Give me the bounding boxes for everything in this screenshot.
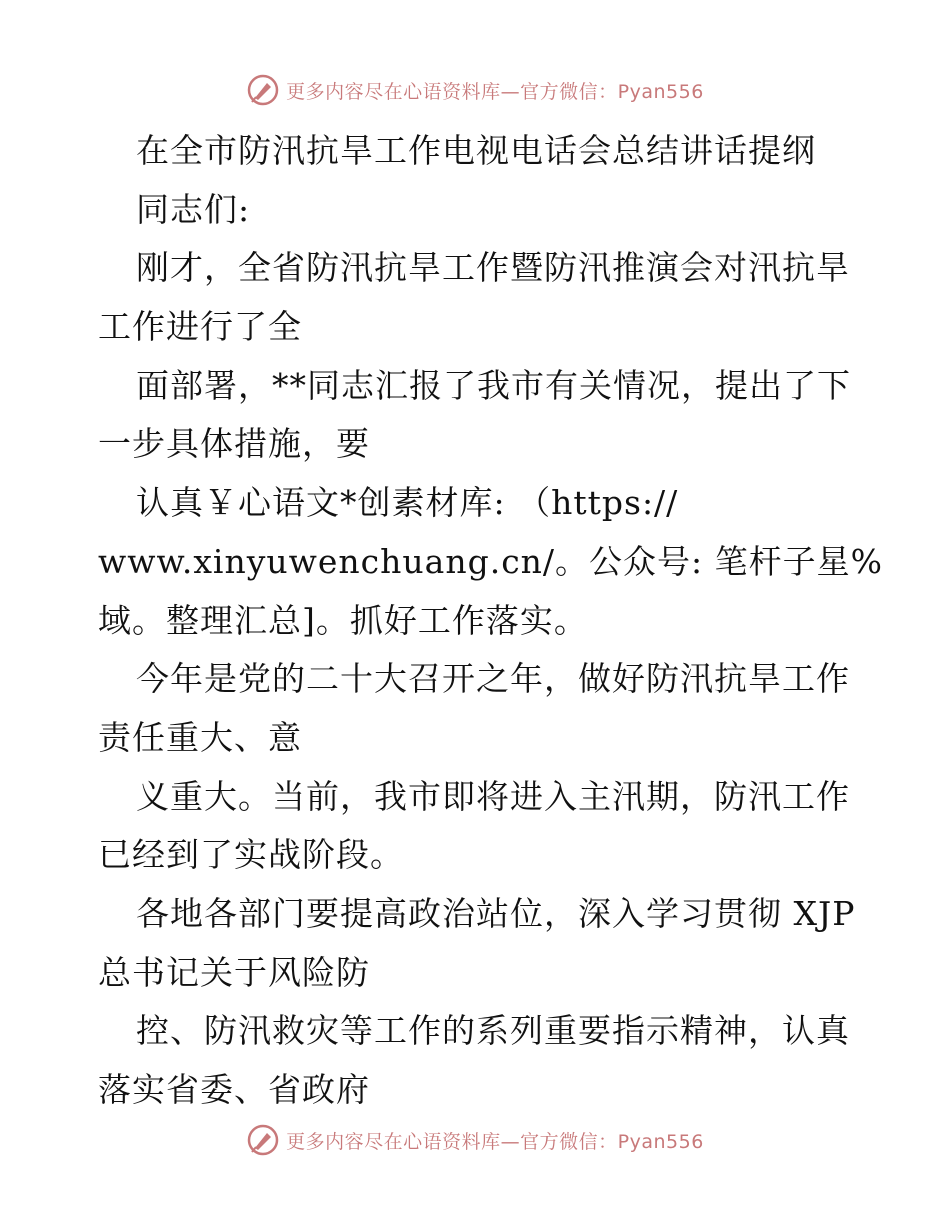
pen-nib-logo-icon [246, 1123, 280, 1157]
salutation: 同志们: [136, 189, 251, 229]
banner-text: 更多内容尽在心语资料库—官方微信：Pyan556 [286, 80, 704, 103]
footer-banner [0, 1120, 950, 1160]
pen-nib-logo-icon [246, 73, 280, 107]
paragraph-line: 落实省委、省政府 [98, 1070, 370, 1109]
paragraph-line: 各地各部门要提高政治站位，深入学习贯彻 XJP [136, 893, 856, 933]
paragraph-line: 义重大。当前，我市即将进入主汛期，防汛工作 [136, 776, 850, 816]
paragraph-line: 刚才，全省防汛抗旱工作暨防汛推演会对汛抗旱 [136, 248, 850, 288]
paragraph-line: 认真￥心语文*创素材库: （https:// [136, 483, 679, 523]
paragraph-line: 责任重大、意 [98, 717, 302, 757]
banner-text: 更多内容尽在心语资料库—官方微信：Pyan556 [286, 1130, 704, 1153]
paragraph-line: 工作进行了全 [98, 307, 302, 347]
paragraph-line: 总书记关于风险防 [98, 952, 370, 992]
paragraph-line: 面部署，**同志汇报了我市有关情况，提出了下 [136, 365, 851, 405]
doc-title: 在全市防汛抗旱工作电视电话会总结讲话提纲 [136, 131, 816, 170]
paragraph-line: 控、防汛救灾等工作的系列重要指示精神，认真 [136, 1011, 850, 1051]
paragraph-line: 一步具体措施，要 [98, 424, 370, 464]
header-banner [0, 70, 950, 110]
paragraph-line: 今年是党的二十大召开之年，做好防汛抗旱工作 [136, 659, 850, 699]
document-body [98, 122, 884, 1120]
paragraph-line: 域。整理汇总]。抓好工作落实。 [98, 600, 588, 640]
paragraph-line-url: www.xinyuwenchuang.cn/。公众号: 笔杆子星% [98, 541, 884, 581]
paragraph-line: 已经到了实战阶段。 [98, 835, 404, 875]
